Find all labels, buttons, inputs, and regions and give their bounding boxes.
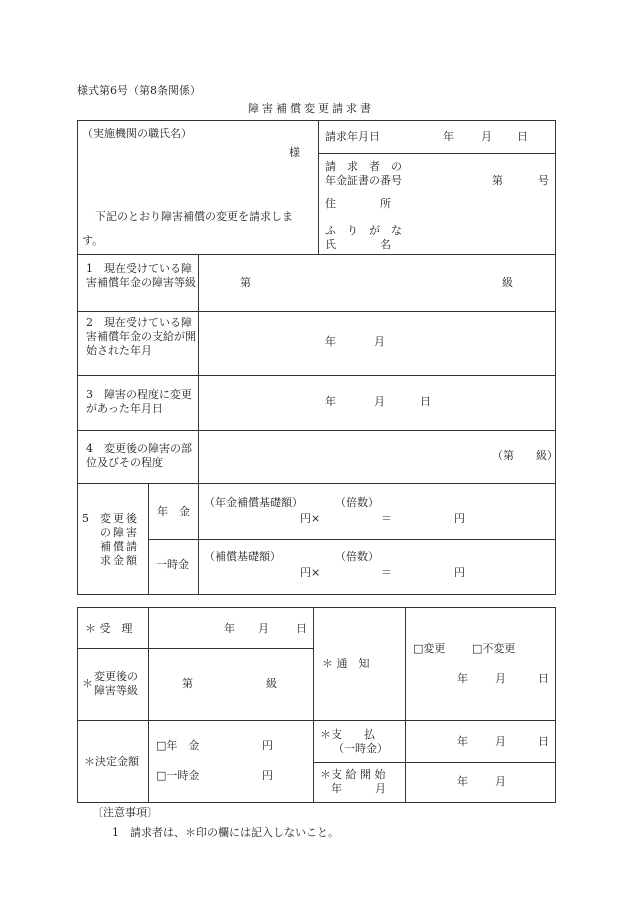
- payment-label: ＊支 払: [320, 728, 375, 741]
- form-title: 障害補償変更請求書: [248, 102, 374, 115]
- payment-month: 月: [495, 735, 506, 748]
- changed-grade-label: 変更後の障害等級: [94, 670, 138, 697]
- payment-sublabel: （一時金）: [333, 742, 388, 755]
- receipt-month: 月: [258, 622, 269, 635]
- furigana-label: ふ り が な: [325, 224, 402, 237]
- request-text: 下記のとおり障害補償の変更を請求しま: [95, 210, 293, 223]
- address-label: 住 所: [325, 197, 391, 210]
- row5-lump-yen-times: 円×: [300, 566, 321, 579]
- row3-day: 日: [420, 395, 431, 408]
- notice-unchanged-checkbox: □不変更: [472, 642, 516, 655]
- notice-year: 年: [457, 672, 468, 685]
- notice-month: 月: [495, 672, 506, 685]
- row5-lump-multiplier: （倍数）: [335, 550, 379, 563]
- row3-month: 月: [374, 395, 385, 408]
- notes-item-1: 1 請求者は、＊印の欄には記入しないこと。: [112, 826, 339, 839]
- changed-grade-asterisk: ＊: [82, 677, 93, 690]
- decided-pension-checkbox: □年 金: [156, 739, 200, 752]
- row5-pension-yen-times: 円×: [300, 512, 321, 525]
- decided-amount-label: ＊決定金額: [84, 755, 139, 768]
- request-date-label: 請求年月日: [325, 130, 380, 143]
- row5-lump-yen: 円: [454, 566, 465, 579]
- receipt-label: ＊ 受 理: [85, 622, 133, 635]
- decided-lump-yen: 円: [262, 769, 273, 782]
- start-label: ＊支 給 開 始: [320, 768, 386, 781]
- start-month: 月: [495, 775, 506, 788]
- pension-number-dai: 第: [492, 174, 503, 187]
- row4-grade: （第 級）: [492, 449, 558, 462]
- notice-label: ＊ 通 知: [322, 657, 370, 670]
- changed-grade-kyu: 級: [266, 677, 277, 690]
- row2-label: 2 現在受けている障害補償年金の支給が開始された年月: [86, 316, 196, 357]
- row5-pension-label: 年 金: [157, 505, 190, 518]
- decided-lump-checkbox: □一時金: [156, 769, 200, 782]
- row1-kyu: 級: [502, 276, 513, 289]
- pension-number-label-1: 請 求 者 の: [325, 160, 402, 173]
- institution-label: （実施機関の職氏名）: [82, 127, 192, 140]
- row5-pension-equals: ＝: [381, 512, 392, 525]
- row2-year: 年: [325, 335, 336, 348]
- row2-month: 月: [374, 335, 385, 348]
- row3-year: 年: [325, 395, 336, 408]
- row5-lump-equals: ＝: [381, 566, 392, 579]
- name-label: 氏 名: [325, 238, 391, 251]
- row4-label: 4 変更後の障害の部位及びその程度: [86, 442, 192, 469]
- row5-number: 5: [82, 512, 89, 525]
- request-year: 年: [443, 130, 454, 143]
- row3-label: 3 障害の程度に変更があった年月日: [86, 388, 192, 415]
- row5-lump-base: （補償基礎額）: [204, 550, 281, 563]
- row1-label: 1 現在受けている障害補償年金の障害等級: [86, 262, 196, 289]
- request-month: 月: [481, 130, 492, 143]
- payment-day: 日: [538, 735, 549, 748]
- row5-pension-multiplier: （倍数）: [335, 496, 379, 509]
- request-text-end: す。: [82, 234, 104, 247]
- honorific-sama: 様: [289, 146, 300, 159]
- start-sublabel: 年 月: [331, 782, 386, 795]
- receipt-year: 年: [224, 622, 235, 635]
- start-year: 年: [457, 775, 468, 788]
- notice-changed-checkbox: □変更: [413, 642, 446, 655]
- row5-label: 変更後の障害補償請求金額: [100, 512, 139, 567]
- decided-pension-yen: 円: [262, 739, 273, 752]
- receipt-day: 日: [296, 622, 307, 635]
- pension-number-label-2: 年金証書の番号: [325, 174, 402, 187]
- form-number: 様式第6号（第8条関係）: [77, 84, 201, 97]
- request-day: 日: [517, 130, 528, 143]
- changed-grade-dai: 第: [182, 677, 193, 690]
- pension-number-go: 号: [538, 174, 549, 187]
- notice-day: 日: [538, 672, 549, 685]
- row5-lump-label: 一時金: [156, 558, 189, 571]
- row1-dai: 第: [240, 276, 251, 289]
- notes-heading: 〔注意事項〕: [92, 806, 158, 819]
- row5-pension-base: （年金補償基礎額）: [204, 496, 303, 509]
- row5-pension-yen: 円: [454, 512, 465, 525]
- payment-year: 年: [457, 735, 468, 748]
